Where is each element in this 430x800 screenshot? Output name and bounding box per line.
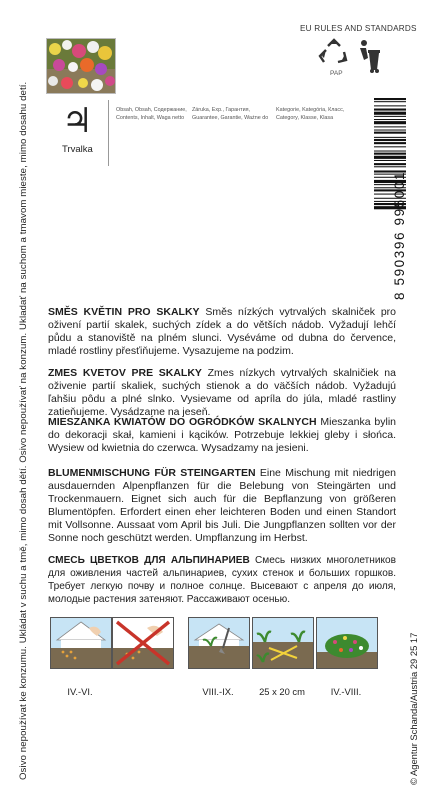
flowering-period-label: IV.-VIII. [330,686,362,697]
description-slovak-title: ZMES KVETOV PRE SKALKY [48,367,202,379]
recycle-icon [318,38,350,68]
eu-rules-title: EU RULES AND STANDARDS [300,24,417,33]
barcode-bar [374,132,406,134]
no-indoor-sowing-icon [112,617,174,669]
waste-bin-icon [358,38,382,74]
perennial-label: Trvalka [62,144,93,155]
guarantee-info-line: Záruka, Exp., Гарантия, [192,107,251,113]
contents-info [116,107,187,122]
description-czech [48,306,396,358]
barcode-bar [374,142,406,144]
barcode-bar [374,156,406,159]
flower-photo-image [47,39,115,93]
barcode-bar [374,146,406,147]
barcode-bar [374,116,406,117]
barcode-bar [374,137,406,138]
plant-spacing-label: 25 x 20 cm [259,686,305,697]
description-russian-body: Смесь низких многолетников для оживления частей альпинариев, сухих стенок и больших горшков. Требует легкую почву и полное солнце. Высевают с апреля до июля, молодые растения затеняют. Рассаживают осенью. [48,555,396,605]
copyright-text: © Agentur Schanda/Austria 29 25 17 [408,632,419,785]
product-photo [46,38,116,94]
info-divider [108,100,109,166]
barcode-bar [374,153,406,155]
pap-label: PAP [330,70,343,77]
category-info-line: Kategorie, Kategória, Класс, [276,107,345,113]
barcode-bar [374,109,406,111]
barcode-bar [374,130,406,131]
spacing-icon [252,617,314,669]
guarantee-info-line: Guarantee, Garantie, Ważne do [192,114,269,121]
category-info [276,107,344,122]
barcode-bar [374,166,406,167]
barcode-bar [374,112,406,115]
description-slovak-body: Zmes nízkych vytrvalých skalničiek na oživenie partií skaliek, suchých stienok a do väčších nádob. Vyžadujú ľahšiu pôdu a plné slnko. Vysievame od apríla do júla, mladé rastliny zatieňujeme. Vysádzame na jeseň. [48,367,396,418]
sowing-outdoor-icon [50,617,112,669]
guarantee-info [192,107,268,122]
barcode-bar [374,163,406,165]
description-polish [48,416,396,455]
description-german-title: BLUMENMISCHUNG FÜR STEINGARTEN [48,467,256,479]
description-polish-body: Mieszanka bylin do dekoracji skał, kamieni i kącików. Potrzebuje lekkiej gleby i słońca. Wysiew od kwietnia do czerwca. Wysadzamy na jesieni. [48,416,397,454]
barcode-digits: 8 590396 995001 [392,170,407,300]
barcode-bar [374,105,406,106]
description-german-body: Eine Mischung mit niedrigen ausdauernden Alpenpflanzen für die Belebung von Steingärten und Trockenmauern. Eignet sich auch für die Bepflanzung von größeren Blumentöpfen. Erfordert einen eher leichteren Boden und einen Standort mit Vollsonne. Aussaat vom April bis Juli. Die Jungpflanzen sollten vor der Sonne noch geschützt werden. Umpflanzung im Herbst. [48,467,396,544]
side-warning-strip: Osivo nepoužívat ke konzumu. Ukládat v suchu a tmě, mimo dosah dětí. Osivo nepoužívať na konzum. Ukladať na suchom a tmavom mieste, mimo dosahu detí. [18,81,29,780]
barcode-bar [374,151,406,152]
barcode-bar [374,160,406,161]
perennial-symbol: ♃ [62,101,93,141]
description-polish-title: MIESZANKA KWIATÓW DO OGRÓDKÓW SKALNYCH [48,416,317,428]
transplant-icon [188,617,250,669]
contents-info-line: Contents, Inhalt, Waga netto [116,114,185,121]
transplant-period-label: VIII.-IX. [202,686,234,697]
description-russian-title: СМЕСЬ ЦВЕТКОВ ДЛЯ АЛЬПИНАРИЕВ [48,555,250,566]
description-slovak [48,367,396,419]
flowering-icon [316,617,378,669]
barcode-bar [374,126,406,127]
barcode-bar [374,119,406,120]
contents-info-line: Obsah, Obsah, Содержание, [116,107,187,113]
description-russian [48,555,396,607]
description-czech-title: SMĚS KVĚTIN PRO SKALKY [48,306,200,318]
barcode-bar [374,101,406,102]
category-info-line: Category, Klasse, Klasa [276,114,334,121]
barcode-bar [374,98,406,100]
barcode-bar [374,121,406,124]
barcode-bar [374,139,406,141]
description-czech-body: Směs nízkých vytrvalých skalniček pro oživení partií skalek, suchých zídek a do větších nádob. Vyžadují lehčí půdu a stanoviště na plném slunci. Vyséváme od dubna do července, mladé rostliny přesťiňujeme. Vysazujeme na podzim. [48,306,396,357]
description-german [48,467,396,544]
sowing-period-label: IV.-VI. [67,686,93,697]
